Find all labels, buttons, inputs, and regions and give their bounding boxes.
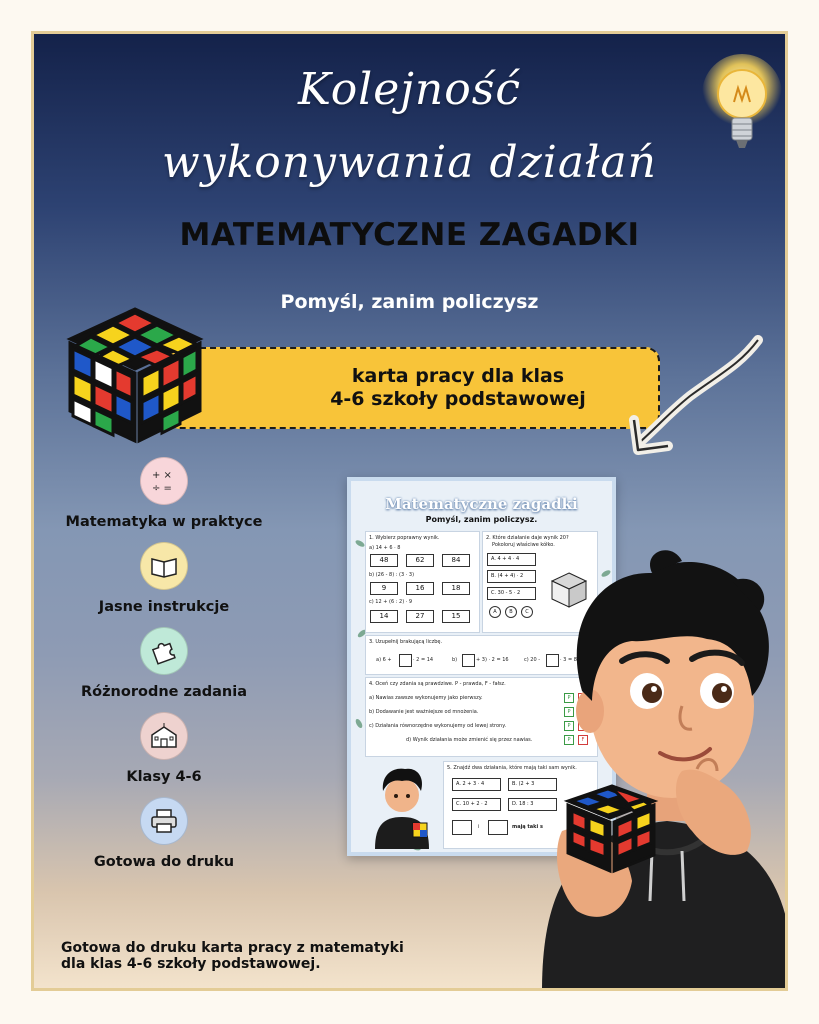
expression-option: A. 2 + 3 · 4 xyxy=(452,778,501,791)
and-label: i xyxy=(478,824,480,830)
feature-varied-tasks xyxy=(64,627,264,700)
boy-illustration-small xyxy=(365,759,439,849)
true-box: P xyxy=(564,693,574,703)
false-box: F xyxy=(578,735,588,745)
title-line-2: wykonywania działań xyxy=(162,137,657,188)
subtitle: MATEMATYCZNE ZAGADKI xyxy=(179,217,640,253)
rubiks-cube-icon xyxy=(60,299,210,449)
feature-clear-instructions xyxy=(64,542,264,615)
statement: b) Dodawanie jest ważniejsze od mnożenia. xyxy=(369,709,479,715)
choice-circle: C xyxy=(521,606,533,618)
true-box: P xyxy=(564,735,574,745)
task-3a-right: · 2 = 14 xyxy=(413,657,434,663)
feature-icon-circle xyxy=(140,712,188,760)
poster-frame xyxy=(31,31,788,991)
tagline: Pomyśl, zanim policzysz xyxy=(280,291,539,313)
printer-icon xyxy=(149,806,179,836)
feature-label: Gotowa do druku xyxy=(93,854,235,870)
feature-label: Różnorodne zadania xyxy=(80,684,247,700)
statement: c) Działania równorzędne wykonujemy od lewej strony. xyxy=(369,723,507,729)
task-3a-left: a) 6 + xyxy=(376,657,392,663)
feature-icon-circle xyxy=(140,457,188,505)
expression-option: C. 30 - 5 · 2 xyxy=(487,587,536,600)
blank-box xyxy=(462,654,475,667)
title-line-1: Kolejność xyxy=(298,64,521,115)
answer-option: 84 xyxy=(442,554,470,567)
task-2-instruction: 2. Które działanie daje wynik 20? xyxy=(486,535,569,541)
task-1b-expression: b) (26 - 8) : (3 · 3) xyxy=(369,572,415,578)
task-4-instruction: 4. Oceń czy zdania są prawdziwe. P - prawda, F - fałsz. xyxy=(369,681,506,687)
feature-print-ready xyxy=(64,797,264,870)
task-3c-left: c) 20 - xyxy=(524,657,541,663)
footer-line-2: dla klas 4-6 szkoły podstawowej. xyxy=(61,956,321,972)
expression-option: C. 10 + 2 · 2 xyxy=(452,798,501,811)
grade-banner xyxy=(166,347,660,429)
answer-option: 15 xyxy=(442,610,470,623)
task-1c-expression: c) 12 + (6 : 2) · 9 xyxy=(369,599,413,605)
expression-option: B. (4 + 4) · 2 xyxy=(487,570,536,583)
blank-box xyxy=(488,820,508,835)
arrow-icon xyxy=(620,334,765,464)
choice-circle: A xyxy=(489,606,501,618)
task-3b-left: b) xyxy=(452,657,458,663)
svg-text:+ ×: + × xyxy=(152,470,172,481)
task-3b-right: + 3) · 2 = 16 xyxy=(476,657,509,663)
math-symbols-icon xyxy=(149,466,179,496)
expression-option: B. (2 + 3 xyxy=(508,778,557,791)
answer-option: 16 xyxy=(406,582,434,595)
feature-label: Jasne instrukcje xyxy=(98,599,230,615)
svg-text:÷ =: ÷ = xyxy=(152,483,172,494)
true-box: P xyxy=(564,707,574,717)
statement: a) Nawias zawsze wykonujemy jako pierwszy. xyxy=(369,695,483,701)
feature-grades xyxy=(64,712,264,785)
footer-line-1: Gotowa do druku karta pracy z matematyki xyxy=(61,940,404,956)
boy-with-cube-illustration xyxy=(532,531,788,991)
expression-option: D. 18 : 3 xyxy=(508,798,557,811)
worksheet-title: Matematyczne zagadki xyxy=(385,495,578,513)
task-5-suffix: mają taki s xyxy=(512,824,543,830)
worksheet-subtitle: Pomyśl, zanim policzysz. xyxy=(425,515,538,524)
feature-label: Matematyka w praktyce xyxy=(65,514,263,530)
task-2-instruction-2: Pokoloruj właściwe kółko. xyxy=(492,542,555,548)
footer-text xyxy=(61,940,404,972)
feature-icon-circle xyxy=(140,627,188,675)
feature-icon-circle xyxy=(140,542,188,590)
banner-line-2: 4-6 szkoły podstawowej xyxy=(330,388,586,410)
task-1a-expression: a) 14 + 6 · 8 xyxy=(369,545,401,551)
leaf-decoration xyxy=(354,718,363,729)
blank-box xyxy=(452,820,472,835)
blank-box xyxy=(399,654,412,667)
statement: d) Wynik działania może zmienić się przez nawias. xyxy=(406,737,533,743)
feature-math-practice xyxy=(64,457,264,530)
answer-option: 48 xyxy=(370,554,398,567)
answer-option: 62 xyxy=(406,554,434,567)
choice-circle: B xyxy=(505,606,517,618)
answer-option: 18 xyxy=(442,582,470,595)
true-box: P xyxy=(564,721,574,731)
task-3c-right: · 3 = 8 xyxy=(560,657,577,663)
feature-icon-circle xyxy=(140,797,188,845)
task-5-instruction: 5. Znajdź dwa działania, które mają taki sam wynik. xyxy=(447,765,577,771)
open-book-icon xyxy=(149,551,179,581)
expression-option: A. 4 + 4 · 4 xyxy=(487,553,536,566)
feature-label: Klasy 4-6 xyxy=(126,769,202,785)
leaf-decoration xyxy=(354,539,365,548)
task-1-instruction: 1. Wybierz poprawny wynik. xyxy=(369,535,440,541)
banner-line-1: karta pracy dla klas xyxy=(351,365,565,387)
answer-option: 27 xyxy=(406,610,434,623)
puzzle-icon xyxy=(149,636,179,666)
task-3-instruction: 3. Uzupełnij brakującą liczbę. xyxy=(369,639,443,645)
task-1-panel xyxy=(365,531,480,633)
answer-option: 9 xyxy=(370,582,398,595)
school-building-icon xyxy=(149,721,179,751)
answer-option: 14 xyxy=(370,610,398,623)
